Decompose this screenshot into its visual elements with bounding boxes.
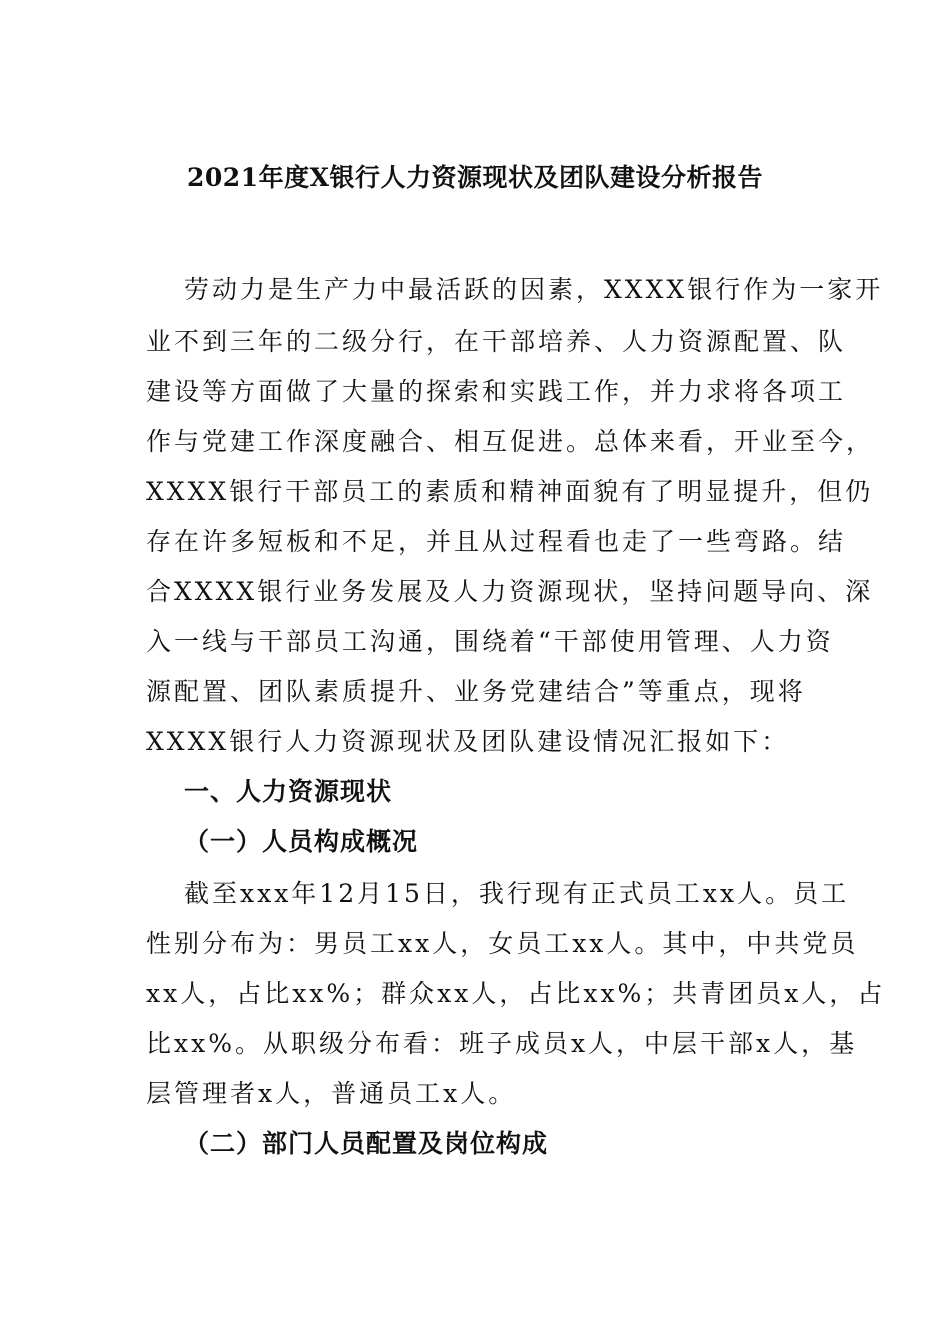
sub1-line-2: 性别分布为：男员工xx人，女员工xx人。其中，中共党员 bbox=[146, 929, 859, 958]
sub1-line-4: 比xx%。从职级分布看：班子成员x人，中层干部x人，基 bbox=[146, 1029, 858, 1058]
intro-line-8: 入一线与干部员工沟通，围绕着“干部使用管理、人力资 bbox=[146, 627, 834, 656]
section-heading-1: 一、人力资源现状 bbox=[184, 777, 393, 806]
sub1-line-1: 截至xxx年12月15日，我行现有正式员工xx人。员工 bbox=[184, 879, 850, 908]
document-title: 2021年度X银行人力资源现状及团队建设分析报告 bbox=[187, 163, 763, 192]
intro-line-10: XXXX银行人力资源现状及团队建设情况汇报如下： bbox=[146, 727, 790, 756]
intro-line-7: 合XXXX银行业务发展及人力资源现状，坚持问题导向、深 bbox=[146, 577, 874, 606]
sub1-line-3: xx人，占比xx%；群众xx人，占比xx%；共青团员x人，占 bbox=[146, 979, 886, 1008]
intro-line-2: 业不到三年的二级分行，在干部培养、人力资源配置、队 bbox=[146, 327, 847, 356]
subsection-heading-2: （二）部门人员配置及岗位构成 bbox=[184, 1129, 549, 1158]
intro-line-9: 源配置、团队素质提升、业务党建结合”等重点，现将 bbox=[146, 677, 806, 706]
intro-line-6: 存在许多短板和不足，并且从过程看也走了一些弯路。结 bbox=[146, 527, 847, 556]
intro-line-4: 作与党建工作深度融合、相互促进。总体来看，开业至今， bbox=[146, 427, 875, 456]
intro-line-3: 建设等方面做了大量的探索和实践工作，并力求将各项工 bbox=[146, 377, 847, 406]
subsection-heading-1: （一）人员构成概况 bbox=[184, 827, 419, 856]
intro-line-1: 劳动力是生产力中最活跃的因素，XXXX银行作为一家开 bbox=[184, 275, 884, 304]
sub1-line-5: 层管理者x人，普通员工x人。 bbox=[146, 1079, 517, 1108]
intro-line-5: XXXX银行干部员工的素质和精神面貌有了明显提升，但仍 bbox=[146, 477, 874, 506]
